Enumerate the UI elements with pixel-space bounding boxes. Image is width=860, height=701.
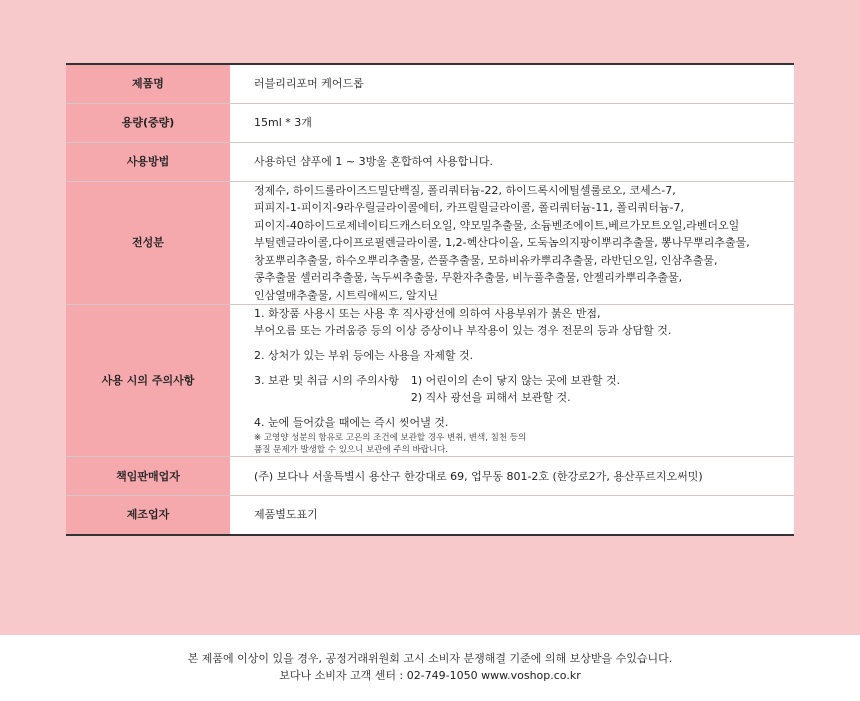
footer-customer-center: 보다나 소비자 고객 센터 : 02-749-1050 www.voshop.co.kr [279, 669, 581, 682]
value-ingredients [230, 181, 794, 305]
label-seller: 책임판매업자 [66, 457, 230, 496]
footer-notice [0, 635, 860, 701]
value-volume: 15ml * 3개 [230, 103, 794, 142]
row-seller [66, 457, 794, 496]
caution-item-4 [254, 414, 782, 456]
product-info-table [66, 63, 794, 536]
ingredients-line: 콩추출물 셀러리추출물, 녹두씨추출물, 무환자추출물, 비누풀추출물, 안젤리카뿌리추출물, [254, 271, 683, 284]
ingredients-line: 인삼열매추출물, 시트릭애씨드, 알지닌 [254, 288, 439, 302]
label-product-name: 제품명 [66, 64, 230, 103]
value-product-name: 러블리리포머 케어드롭 [230, 64, 794, 103]
caution-item-1 [254, 305, 782, 339]
label-ingredients: 전성분 [66, 181, 230, 305]
caution-item-4-text: 4. 눈에 들어갔을 때에는 즉시 씻어낼 것. [254, 416, 449, 429]
caution-item-3 [254, 372, 782, 406]
caution-item-3-sub: 2) 직사 광선을 피해서 보관할 것. [410, 391, 571, 404]
row-usage [66, 142, 794, 181]
ingredients-line: 정제수, 하이드롤라이즈드밀단백질, 폴리쿼터늄-22, 하이드록시에틸셀룰로오, 코세스-7, [254, 183, 676, 197]
caution-item-2: 2. 상처가 있는 부위 등에는 사용을 자제할 것. [254, 349, 474, 362]
label-cautions: 사용 시의 주의사항 [66, 305, 230, 457]
row-volume [66, 103, 794, 142]
caution-item-3-subs [411, 372, 782, 406]
caution-note-line: 품질 문제가 발생할 수 있으니 보관에 주의 바랍니다. [254, 445, 449, 455]
footer-compensation-text: 본 제품에 이상이 있을 경우, 공정거래위원회 고시 소비자 분쟁해결 기준에 의해 보상받을 수있습니다. [187, 652, 673, 665]
ingredients-line: 피이지-40하이드로제네이티드캐스터오일, 약모밀추출물, 소듐벤조에이트,베르가모트오일,라벤더오일 [254, 218, 740, 232]
ingredients-line: 창포뿌리추출물, 하수오뿌리추출물, 쓴풀추출물, 모하비유카뿌리추출물, 라반딘오일, 인삼추출물, [254, 253, 718, 267]
ingredients-line: 부틸렌글라이콜,다이프로필렌글라이콜, 1,2-헥산다이올, 도둑놈의지팡이뿌리추출물, 뽕나무뿌리추출물, [254, 236, 750, 249]
caution-item-1-line: 부어오름 또는 가려움증 등의 이상 증상이나 부작용이 있는 경우 전문의 등과 상담할 것. [254, 324, 672, 337]
row-product-name [66, 64, 794, 103]
value-cautions [230, 305, 794, 457]
row-ingredients [66, 181, 794, 305]
label-volume: 용량(중량) [66, 103, 230, 142]
label-manufacturer: 제조업자 [66, 496, 230, 535]
caution-item-3-title: 3. 보관 및 취급 시의 주의사항 [254, 374, 399, 387]
row-cautions [66, 305, 794, 457]
caution-item-1-line: 1. 화장품 사용시 또는 사용 후 직사광선에 의하여 사용부위가 붉은 반점, [254, 307, 601, 320]
value-manufacturer: 제품별도표기 [254, 508, 318, 522]
value-usage: 사용하던 샴푸에 1 ~ 3방울 혼합하여 사용합니다. [230, 142, 794, 181]
caution-note-line: ※ 고영양 성분의 함유로 고온의 조건에 보관할 경우 변취, 변색, 침천 등의 [254, 433, 527, 443]
caution-item-3-sub: 1) 어린이의 손이 닿지 않는 곳에 보관할 것. [410, 374, 621, 387]
value-seller: (주) 보다나 서울특별시 용산구 한강대로 69, 업무동 801-2호 (한강로2가, 용산푸르지오써밋) [230, 457, 794, 496]
ingredients-line: 피피지-1-피이지-9라우릴글라이콜에터, 카프릴릴글라이콜, 폴리쿼터늄-11, 폴리쿼터늄-7, [254, 201, 684, 214]
caution-note [254, 432, 782, 456]
label-usage: 사용방법 [66, 142, 230, 181]
row-manufacturer [66, 496, 794, 535]
